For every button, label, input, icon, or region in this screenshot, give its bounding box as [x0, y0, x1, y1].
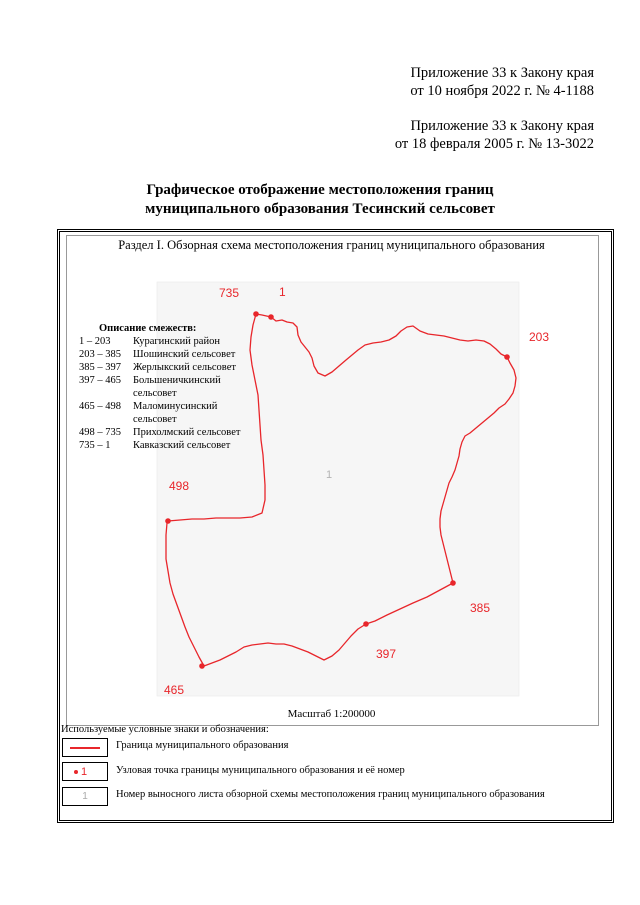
adjacency-range: 385 – 397 [79, 362, 121, 373]
point-label: 735 [219, 286, 240, 300]
point-label: 465 [164, 683, 185, 697]
point-label: 1 [279, 285, 286, 299]
adjacency-row [79, 348, 243, 361]
adjacency-range: 203 – 385 [79, 349, 121, 360]
adjacency-range: 498 – 735 [79, 427, 121, 438]
adjacency-legend [79, 322, 243, 452]
node-point-1 [268, 314, 274, 320]
legend-sample-sheet [62, 787, 108, 806]
node-sample-number: 1 [81, 766, 88, 778]
point-label: 385 [470, 601, 491, 615]
title-line: Графическое отображение местоположения границ [146, 182, 494, 198]
legend-sample-boundary [62, 738, 108, 757]
adjacency-name-line: Маломинусинский [133, 401, 218, 412]
node-point-397 [363, 621, 369, 627]
point-label: 397 [376, 647, 397, 661]
adjacency-range: 397 – 465 [79, 375, 121, 386]
adjacency-name [133, 374, 243, 400]
header-line: Приложение 33 к Закону края [410, 118, 594, 134]
legend-text: Номер выносного листа обзорной схемы местоположения границ муниципального образования [116, 789, 545, 800]
adjacency-name: Курагинский район [133, 336, 220, 347]
section-title: Раздел I. Обзорная схема местоположения границ муниципального образования [118, 238, 545, 252]
adjacency-name: Кавказский сельсовет [133, 440, 231, 451]
red-dot-icon [74, 770, 78, 774]
sheet-number: 1 [326, 469, 333, 481]
adjacency-title: Описание смежеств: [99, 323, 197, 334]
adjacency-range: 465 – 498 [79, 401, 121, 412]
adjacency-row [79, 335, 243, 348]
adjacency-name [133, 400, 243, 426]
header-line: Приложение 33 к Закону края [410, 65, 594, 81]
header-line: от 10 ноября 2022 г. № 4-1188 [410, 83, 594, 99]
adjacency-name-line: сельсовет [133, 388, 177, 399]
node-point-465 [199, 663, 205, 669]
adjacency-row [79, 361, 243, 374]
adjacency-row [79, 374, 243, 400]
adjacency-name-line: сельсовет [133, 414, 177, 425]
adjacency-table [79, 335, 243, 452]
node-point-385 [450, 580, 456, 586]
adjacency-name: Шошинский сельсовет [133, 349, 236, 360]
sheet-number-sample: 1 [82, 791, 88, 802]
legend-sample-node [62, 762, 108, 781]
adjacency-name: Прихолмский сельсовет [133, 427, 241, 438]
map-scale: Масштаб 1:200000 [287, 708, 376, 720]
point-label: 203 [529, 330, 550, 344]
adjacency-row [79, 439, 243, 452]
node-point-735 [253, 311, 259, 317]
legend-text: Граница муниципального образования [116, 740, 289, 751]
header-line: от 18 февраля 2005 г. № 13-3022 [394, 136, 594, 152]
adjacency-name-line: Большеничкинский [133, 375, 221, 386]
node-point-498 [165, 518, 171, 524]
adjacency-row [79, 400, 243, 426]
boundary-line-sample [70, 747, 100, 749]
legend-title: Используемые условные знаки и обозначения: [61, 724, 269, 735]
adjacency-range: 735 – 1 [79, 440, 111, 451]
adjacency-range: 1 – 203 [79, 336, 111, 347]
node-point-203 [504, 354, 510, 360]
title-line: муниципального образования Тесинский сельсовет [145, 201, 495, 217]
legend-text: Узловая точка границы муниципального образования и её номер [116, 765, 405, 776]
point-label: 498 [169, 479, 190, 493]
node-point-sample [74, 766, 87, 778]
adjacency-name: Жерлыкский сельсовет [133, 362, 236, 373]
adjacency-row [79, 426, 243, 439]
